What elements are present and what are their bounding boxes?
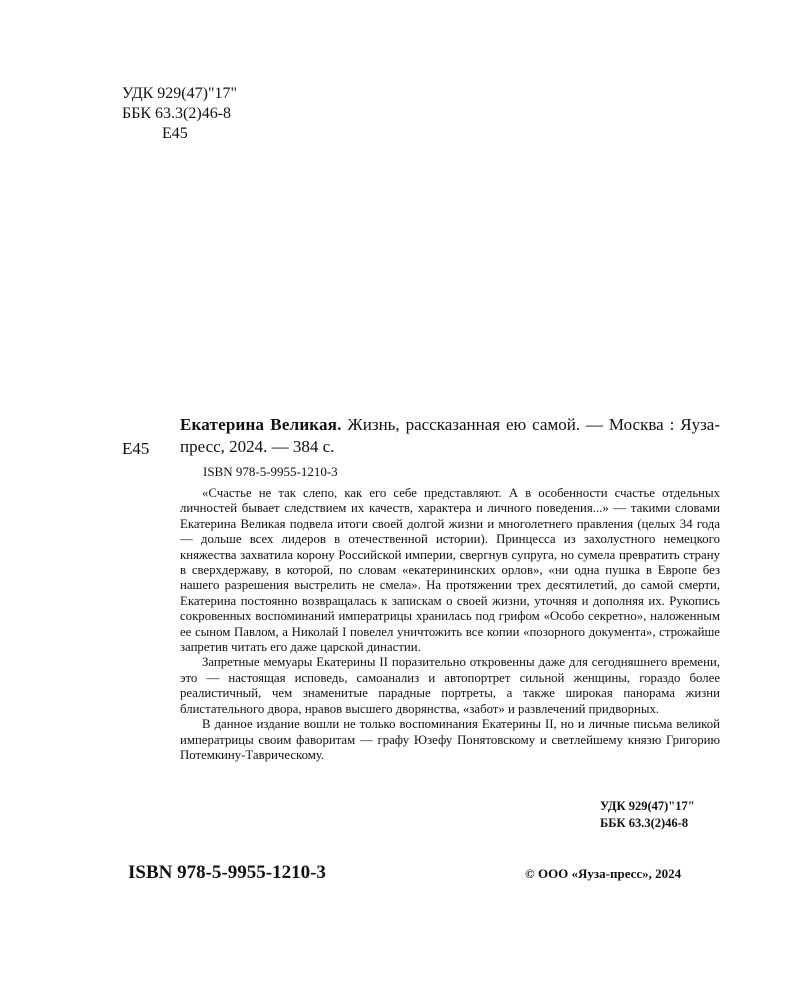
bbk-code-bottom: ББК 63.3(2)46-8: [600, 816, 689, 830]
bbk-code: ББК 63.3(2)46-8: [122, 105, 232, 122]
udk-code: УДК 929(47)"17": [122, 85, 238, 102]
annotation-paragraph: Запретные мемуары Екатерины II поразительно откровенны даже для сегодняшнего времени, это — настоящая исповедь, самоанализ и автопортрет сильной женщины, гораздо более реалистичный, чем знаменитые парадные портреты, а также широкая панорама жизни блистательного двора, нравов высшего дворянства, «забот» и развлечений придворных.: [180, 655, 720, 716]
copyright-notice: © ООО «Яуза-пресс», 2024: [525, 866, 682, 881]
author-sign: Е45: [162, 125, 188, 142]
catalog-author: Екатерина Великая.: [180, 415, 342, 434]
annotation-paragraph: В данное издание вошли не только воспоминания Екатерины II, но и личные письма великой императрицы своим фаворитам — графу Юзефу Понятовскому и светлейшему князю Григорию Потемкину-Таврическому.: [180, 717, 720, 762]
catalog-author-index: Е45: [122, 439, 150, 458]
annotation: [180, 486, 720, 763]
classification-block-bottom: [600, 798, 695, 832]
annotation-paragraph: «Счастье не так слепо, как его себе представляют. А в особенности счастье отдельных личностей бывает следствием их качеств, характера и личного поведения...» — такими словами Екатерина Великая подвела итоги своей долгой жизни и многолетнего правления (целых 34 года — дольше всех лидеров в отечественной истории). Принцесса из захолустного немецкого княжества захватила корону Российской империи, свергнув супруга, но сумела превратить страну в сверхдержаву, в которой, по словам «екатерининских орлов», «ни одна пушка в Европе без нашего разрешения выстрелить не смела». На протяжении трех десятилетий, до самой смерти, Екатерина постоянно возвращалась к запискам о своей жизни, уточняя и дополняя их. Рукопись сокровенных воспоминаний императрицы хранилась под грифом «Особо секретно», наложенным ее сыном Павлом, а Николай I повелел уничтожить все копии «позорного документа», строжайше запретив читать его даже царской династии.: [180, 486, 720, 655]
classification-block-top: [122, 84, 237, 144]
catalog-isbn: ISBN 978-5-9955-1210-3: [203, 464, 338, 479]
udk-code-bottom: УДК 929(47)"17": [600, 799, 695, 813]
catalog-title: Жизнь, рассказанная ею самой. — Москва : Яуза-пресс, 2024. — 384 с.: [180, 415, 720, 456]
isbn-footer: ISBN 978-5-9955-1210-3: [128, 862, 326, 883]
bibliographic-entry: [180, 414, 720, 458]
